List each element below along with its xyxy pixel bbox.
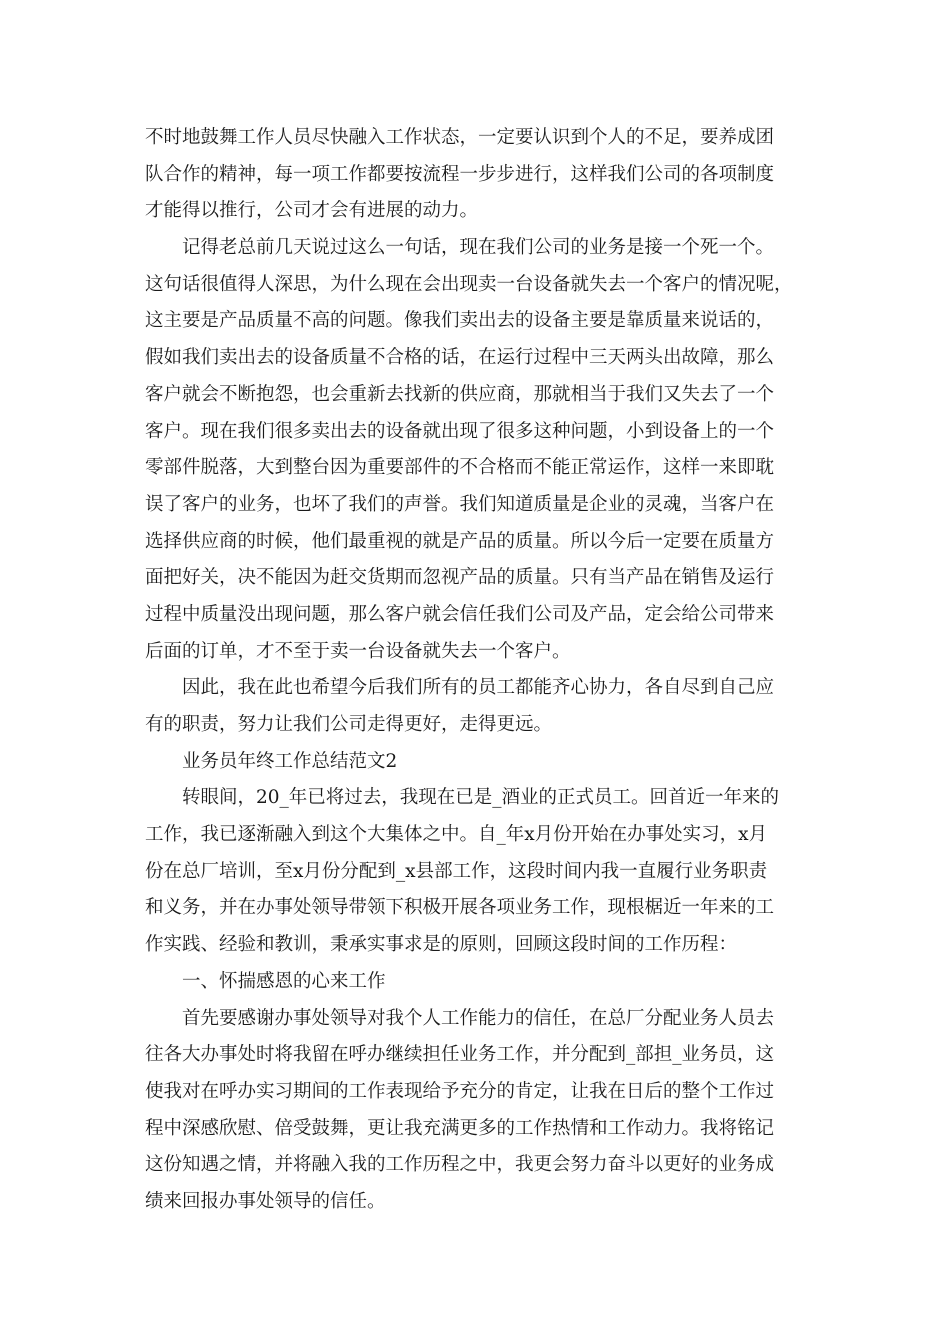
section-heading: 业务员年终工作总结范文2 xyxy=(182,750,398,772)
text-line: 假如我们卖出去的设备质量不合格的话，在运行过程中三天两头出故障，那么 xyxy=(145,347,775,369)
text-line: 和义务，并在办事处领导带领下积极开展各项业务工作，现根椐近一年来的工 xyxy=(145,897,775,919)
text-line: 程中深感欣慰、倍受鼓舞，更让我充满更多的工作热情和工作动力。我将铭记 xyxy=(145,1117,775,1139)
text-line: 零部件脱落，大到整台因为重要部件的不合格而不能正常运作，这样一来即耽 xyxy=(145,457,775,479)
text-line: 作实践、经验和教训，秉承实事求是的原则，回顾这段时间的工作历程： xyxy=(145,934,738,956)
text-line: 这份知遇之情，并将融入我的工作历程之中，我更会努力奋斗以更好的业务成 xyxy=(145,1154,775,1176)
text-line: 份在总厂培训，至x月份分配到_x县部工作，这段时间内我一直履行业务职责 xyxy=(145,860,768,882)
text-line: 误了客户的业务，也坏了我们的声誉。我们知道质量是企业的灵魂，当客户在 xyxy=(145,493,775,515)
text-line: 客户。现在我们很多卖出去的设备就出现了很多这种问题，小到设备上的一个 xyxy=(145,420,775,442)
text-line: 面把好关，决不能因为赶交货期而忽视产品的质量。只有当产品在销售及运行 xyxy=(145,567,775,589)
text-line: 不时地鼓舞工作人员尽快融入工作状态，一定要认识到个人的不足，要养成团 xyxy=(145,127,775,148)
text-line: 有的职责，努力让我们公司走得更好，走得更远。 xyxy=(145,714,553,735)
text-line: 才能得以推行，公司才会有进展的动力。 xyxy=(145,200,479,222)
text-line: 使我对在呼办实习期间的工作表现给予充分的肯定，让我在日后的整个工作过 xyxy=(145,1080,775,1102)
text-line: 选择供应商的时候，他们最重视的就是产品的质量。所以今后一定要在质量方 xyxy=(145,530,775,552)
text-line: 因此，我在此也希望今后我们所有的员工都能齐心协力，各自尽到自己应 xyxy=(182,677,775,699)
text-line: 首先要感谢办事处领导对我个人工作能力的信任，在总厂分配业务人员去 xyxy=(182,1007,775,1029)
text-line: 后面的订单，才不至于卖一台设备就失去一个客户。 xyxy=(145,640,571,662)
text-line: 往各大办事处时将我留在呼办继续担任业务工作，并分配到_部担_业务员，这 xyxy=(145,1044,775,1066)
text-line: 这句话很值得人深思，为什么现在会出现卖一台设备就失去一个客户的情况呢， xyxy=(145,273,793,295)
document-body xyxy=(145,120,805,1221)
text-line: 绩来回报办事处领导的信任。 xyxy=(145,1190,386,1212)
text-line: 工作，我已逐渐融入到这个大集体之中。自_年x月份开始在办事处实习，x月 xyxy=(145,824,768,846)
text-line: 这主要是产品质量不高的问题。像我们卖出去的设备主要是靠质量来说话的， xyxy=(145,310,775,332)
text-line: 客户就会不断抱怨，也会重新去找新的供应商，那就相当于我们又失去了一个 xyxy=(145,383,775,405)
text-line: 记得老总前几天说过这么一句话，现在我们公司的业务是接一个死一个。 xyxy=(182,237,775,259)
text-line: 转眼间，20_年已将过去，我现在已是_酒业的正式员工。回首近一年来的 xyxy=(182,787,780,809)
text-line: 过程中质量没出现问题，那么客户就会信任我们公司及产品，定会给公司带来 xyxy=(145,603,775,625)
text-line: 队合作的精神，每一项工作都要按流程一步步进行，这样我们公司的各项制度 xyxy=(145,163,775,185)
subsection-heading: 一、怀揣感恩的心来工作 xyxy=(182,970,386,992)
